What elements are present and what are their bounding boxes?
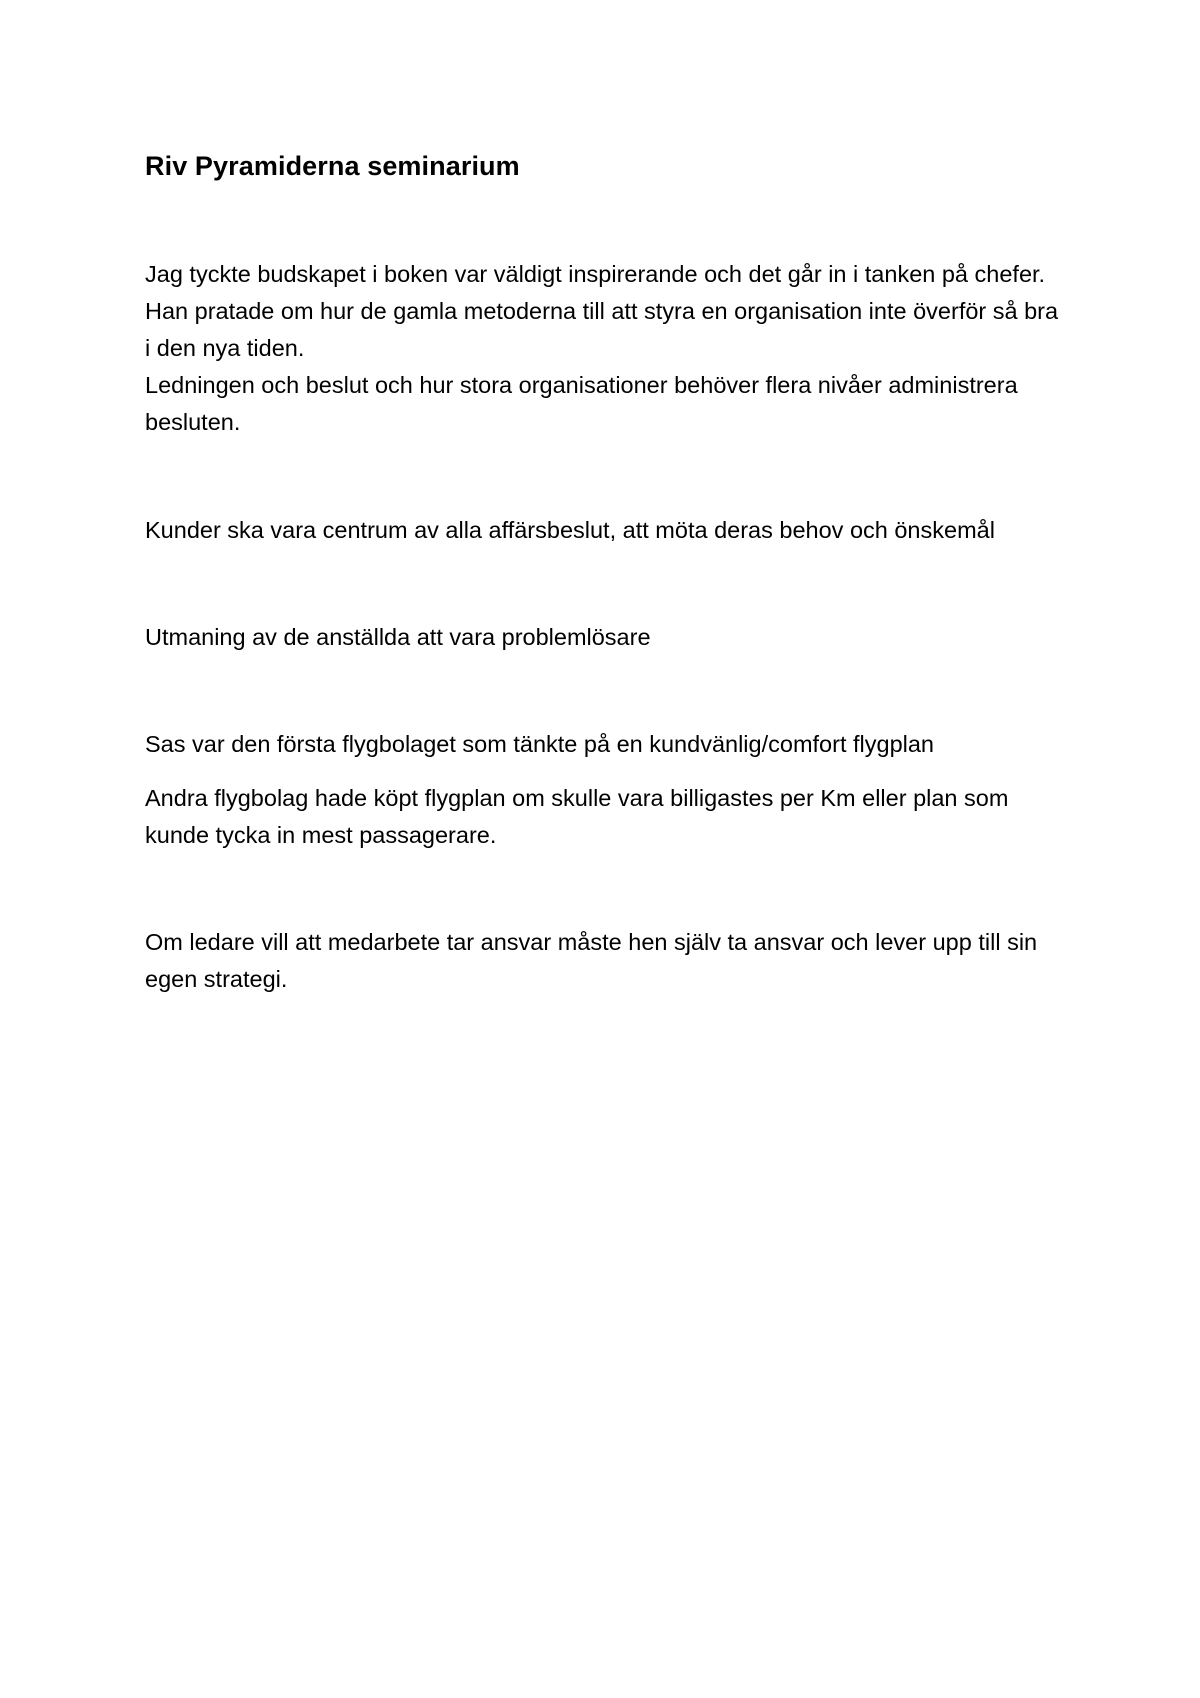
paragraph-inspiration: Jag tyckte budskapet i boken var väldigt inspirerande och det går in i tanken på chefer. Han pratade om hur de gamla metoderna till att styra en organisation inte överför så bra i den nya tiden.	[145, 261, 1059, 361]
paragraph-customers: Kunder ska vara centrum av alla affärsbeslut, att möta deras behov och önskemål	[145, 517, 995, 543]
paragraph-responsibility: Om ledare vill att medarbete tar ansvar måste hen själv ta ansvar och lever upp till sin egen strategi.	[145, 929, 1038, 992]
paragraph-sas: Sas var den första flygbolaget som tänkte på en kundvänlig/comfort flygplan	[145, 731, 935, 757]
paragraph-leadership: Ledningen och beslut och hur stora organisationer behöver flera nivåer administrera besluten.	[145, 372, 1018, 435]
paragraph-other-airlines: Andra flygbolag hade köpt flygplan om skulle vara billigastes per Km eller plan som kunde tycka in mest passagerare.	[145, 785, 1009, 848]
paragraph-challenge: Utmaning av de anställda att vara problemlösare	[145, 624, 651, 650]
document-title: Riv Pyramiderna seminarium	[145, 151, 520, 181]
document-body	[145, 148, 1065, 998]
